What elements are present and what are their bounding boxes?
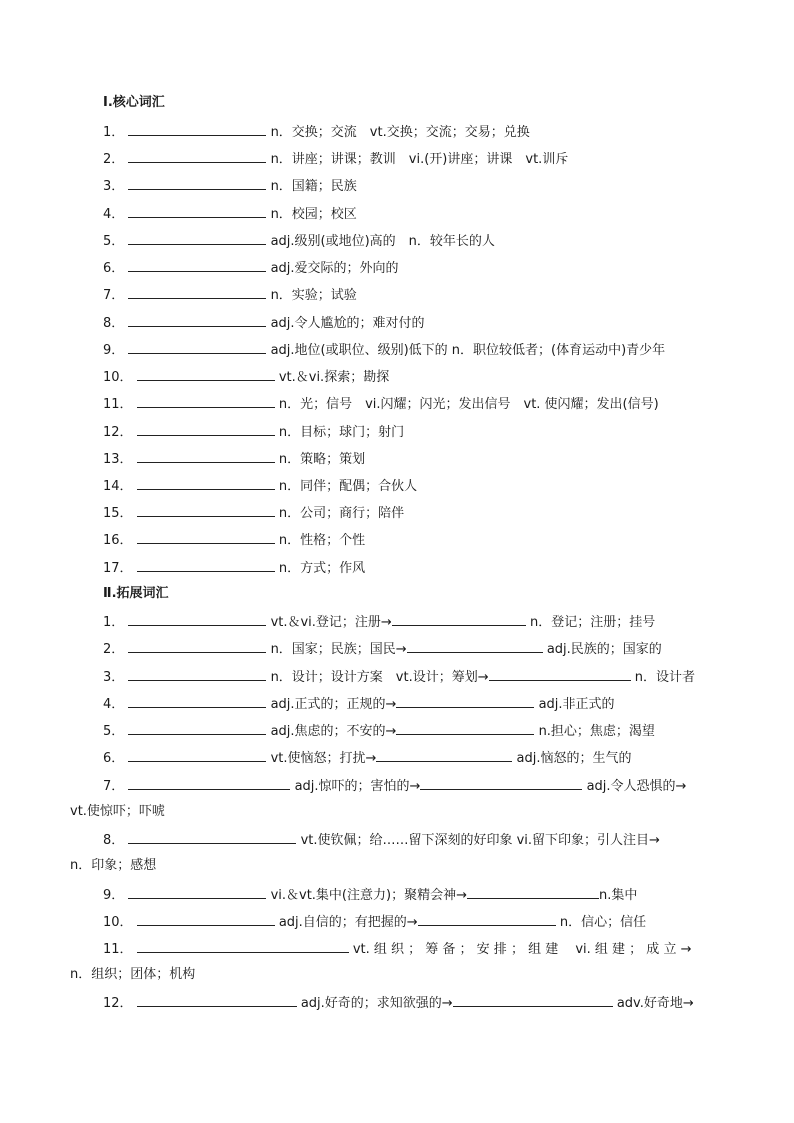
item-definition: n．实验；试验	[270, 288, 357, 303]
item-number: 3．	[103, 670, 125, 685]
answer-blank[interactable]	[137, 531, 275, 544]
answer-blank[interactable]	[137, 423, 275, 436]
vocab-row-3	[103, 177, 357, 195]
item-number: 9．	[103, 888, 125, 903]
answer-blank[interactable]	[128, 150, 266, 163]
extended-row-10	[103, 913, 646, 931]
item-number: 15．	[103, 506, 133, 521]
vocab-row-12	[103, 423, 404, 441]
vocab-row-7	[103, 286, 357, 304]
derived-definition: n.集中	[598, 888, 638, 903]
answer-blank[interactable]	[137, 477, 275, 490]
answer-blank[interactable]	[128, 232, 266, 245]
item-number: 11．	[103, 397, 133, 412]
derived-answer-blank[interactable]	[420, 777, 582, 790]
derived-answer-blank[interactable]	[396, 722, 534, 735]
answer-blank[interactable]	[137, 395, 275, 408]
item-definition: n．讲座；讲课；教训 vi.(开)讲座；讲课 vt.训斥	[270, 152, 569, 167]
vocab-row-2	[103, 150, 568, 168]
extended-row-2	[103, 640, 662, 658]
item-definition: n．国家；民族；国民→	[270, 642, 407, 657]
answer-blank[interactable]	[128, 205, 266, 218]
answer-blank[interactable]	[128, 613, 266, 626]
derived-answer-blank[interactable]	[467, 886, 599, 899]
item-number: 17．	[103, 561, 133, 576]
item-number: 10．	[103, 915, 133, 930]
item-definition: n．目标；球门；射门	[278, 425, 405, 440]
item-number: 12．	[103, 996, 133, 1011]
extended-row-12	[103, 994, 694, 1012]
item-definition: n．设计；设计方案 vt.设计；筹划→	[270, 670, 489, 685]
vocab-row-6	[103, 259, 399, 277]
item-definition: n．国籍；民族	[270, 179, 357, 194]
vocab-row-13	[103, 450, 365, 468]
extended-row-7-continuation: vt.使惊吓；吓唬	[70, 804, 165, 819]
item-definition: adj.令人尴尬的；难对付的	[270, 316, 425, 331]
item-definition: adj.好奇的；求知欲强的→	[300, 996, 453, 1011]
answer-blank[interactable]	[137, 913, 275, 926]
extended-row-7	[103, 777, 686, 795]
extended-row-5	[103, 722, 655, 740]
answer-blank[interactable]	[137, 368, 275, 381]
vocab-row-1	[103, 123, 530, 141]
answer-blank[interactable]	[128, 886, 266, 899]
answer-blank[interactable]	[128, 341, 266, 354]
answer-blank[interactable]	[128, 123, 266, 136]
answer-blank[interactable]	[128, 640, 266, 653]
item-definition: n．光；信号 vi.闪耀；闪光；发出信号 vt. 使闪耀；发出(信号)	[278, 397, 659, 412]
answer-blank[interactable]	[128, 722, 266, 735]
item-definition: adj.级别(或地位)高的 n．较年长的人	[270, 234, 495, 249]
item-number: 16．	[103, 533, 133, 548]
item-number: 11．	[103, 942, 133, 957]
item-definition: n．公司；商行；陪伴	[278, 506, 405, 521]
vocab-row-15	[103, 504, 404, 522]
item-number: 6．	[103, 261, 125, 276]
item-number: 10．	[103, 370, 133, 385]
answer-blank[interactable]	[128, 259, 266, 272]
extended-row-8	[103, 831, 660, 849]
derived-definition: adj.非正式的	[538, 697, 615, 712]
item-number: 14．	[103, 479, 133, 494]
answer-blank[interactable]	[137, 940, 349, 953]
item-definition: n．校园；校区	[270, 207, 357, 222]
item-definition: adj.惊吓的；害怕的→	[294, 779, 421, 794]
vocab-row-9	[103, 341, 665, 359]
vocab-row-10	[103, 368, 389, 386]
derived-answer-blank[interactable]	[453, 994, 613, 1007]
derived-answer-blank[interactable]	[489, 668, 631, 681]
extended-row-11-continuation: n．组织；团体；机构	[70, 967, 196, 982]
item-definition: vi.＆vt.集中(注意力)；聚精会神→	[270, 888, 467, 903]
answer-blank[interactable]	[128, 831, 296, 844]
answer-blank[interactable]	[128, 777, 290, 790]
item-definition: n．性格；个性	[278, 533, 366, 548]
vocab-row-4	[103, 205, 357, 223]
item-definition: vt.使钦佩；给……留下深刻的好印象 vi.留下印象；引人注目→	[300, 833, 660, 848]
vocab-row-8	[103, 314, 425, 332]
derived-answer-blank[interactable]	[376, 749, 512, 762]
answer-blank[interactable]	[137, 994, 297, 1007]
answer-blank[interactable]	[128, 177, 266, 190]
derived-definition: adj.令人恐惧的→	[586, 779, 687, 794]
answer-blank[interactable]	[128, 749, 266, 762]
item-number: 4．	[103, 207, 125, 222]
item-number: 2．	[103, 152, 125, 167]
item-number: 9．	[103, 343, 125, 358]
item-definition: adj.正式的；正规的→	[270, 697, 397, 712]
item-number: 13．	[103, 452, 133, 467]
item-definition: adj.焦虑的；不安的→	[270, 724, 397, 739]
vocab-row-11	[103, 395, 659, 413]
item-definition: n．交换；交流 vt.交换；交流；交易；兑换	[270, 125, 530, 140]
vocab-row-16	[103, 531, 365, 549]
extended-row-4	[103, 695, 615, 713]
section-1-title: Ⅰ.核心词汇	[103, 95, 165, 110]
answer-blank[interactable]	[128, 286, 266, 299]
vocab-row-5	[103, 232, 495, 250]
derived-definition: n．信心；信任	[559, 915, 647, 930]
vocab-row-17	[103, 559, 365, 577]
extended-row-3	[103, 668, 695, 686]
item-definition: n．方式；作风	[278, 561, 366, 576]
item-number: 2．	[103, 642, 125, 657]
extended-row-6	[103, 749, 632, 767]
item-number: 12．	[103, 425, 133, 440]
item-number: 3．	[103, 179, 125, 194]
section-2-title: Ⅱ.拓展词汇	[103, 586, 169, 601]
item-definition: adj.地位(或职位、级别)低下的 n．职位较低者；(体育运动中)青少年	[270, 343, 666, 358]
derived-answer-blank[interactable]	[407, 640, 543, 653]
item-number: 5．	[103, 234, 125, 249]
vocab-row-14	[103, 477, 417, 495]
extended-row-11	[103, 940, 691, 958]
derived-answer-blank[interactable]	[418, 913, 556, 926]
item-number: 1．	[103, 125, 125, 140]
extended-row-9	[103, 886, 637, 904]
item-definition: n．策略；策划	[278, 452, 366, 467]
derived-definition: adj.恼怒的；生气的	[516, 751, 632, 766]
item-number: 5．	[103, 724, 125, 739]
item-definition: n．同伴；配偶；合伙人	[278, 479, 418, 494]
item-number: 1．	[103, 615, 125, 630]
derived-definition: adv.好奇地→	[616, 996, 694, 1011]
item-definition: vt.使恼怒；打扰→	[270, 751, 377, 766]
answer-blank[interactable]	[128, 668, 266, 681]
item-number: 7．	[103, 779, 125, 794]
extended-row-1	[103, 613, 655, 631]
item-number: 8．	[103, 316, 125, 331]
item-number: 6．	[103, 751, 125, 766]
derived-answer-blank[interactable]	[392, 613, 526, 626]
derived-answer-blank[interactable]	[396, 695, 534, 708]
answer-blank[interactable]	[137, 450, 275, 463]
item-definition: vt. 组 织 ； 筹 备 ； 安 排 ； 组 建 vi. 组 建 ； 成 立 →	[352, 942, 692, 957]
derived-definition: n.担心；焦虑；渴望	[538, 724, 655, 739]
answer-blank[interactable]	[137, 504, 275, 517]
answer-blank[interactable]	[128, 314, 266, 327]
answer-blank[interactable]	[137, 559, 275, 572]
derived-definition: n．登记；注册；挂号	[529, 615, 656, 630]
item-definition: vt.＆vi.登记；注册→	[270, 615, 392, 630]
item-definition: adj.自信的；有把握的→	[278, 915, 418, 930]
derived-definition: adj.民族的；国家的	[546, 642, 662, 657]
item-number: 8．	[103, 833, 125, 848]
answer-blank[interactable]	[128, 695, 266, 708]
item-definition: adj.爱交际的；外向的	[270, 261, 399, 276]
item-number: 7．	[103, 288, 125, 303]
extended-row-8-continuation: n．印象；感想	[70, 858, 157, 873]
derived-definition: n．设计者	[634, 670, 696, 685]
item-definition: vt.＆vi.探索；勘探	[278, 370, 390, 385]
item-number: 4．	[103, 697, 125, 712]
